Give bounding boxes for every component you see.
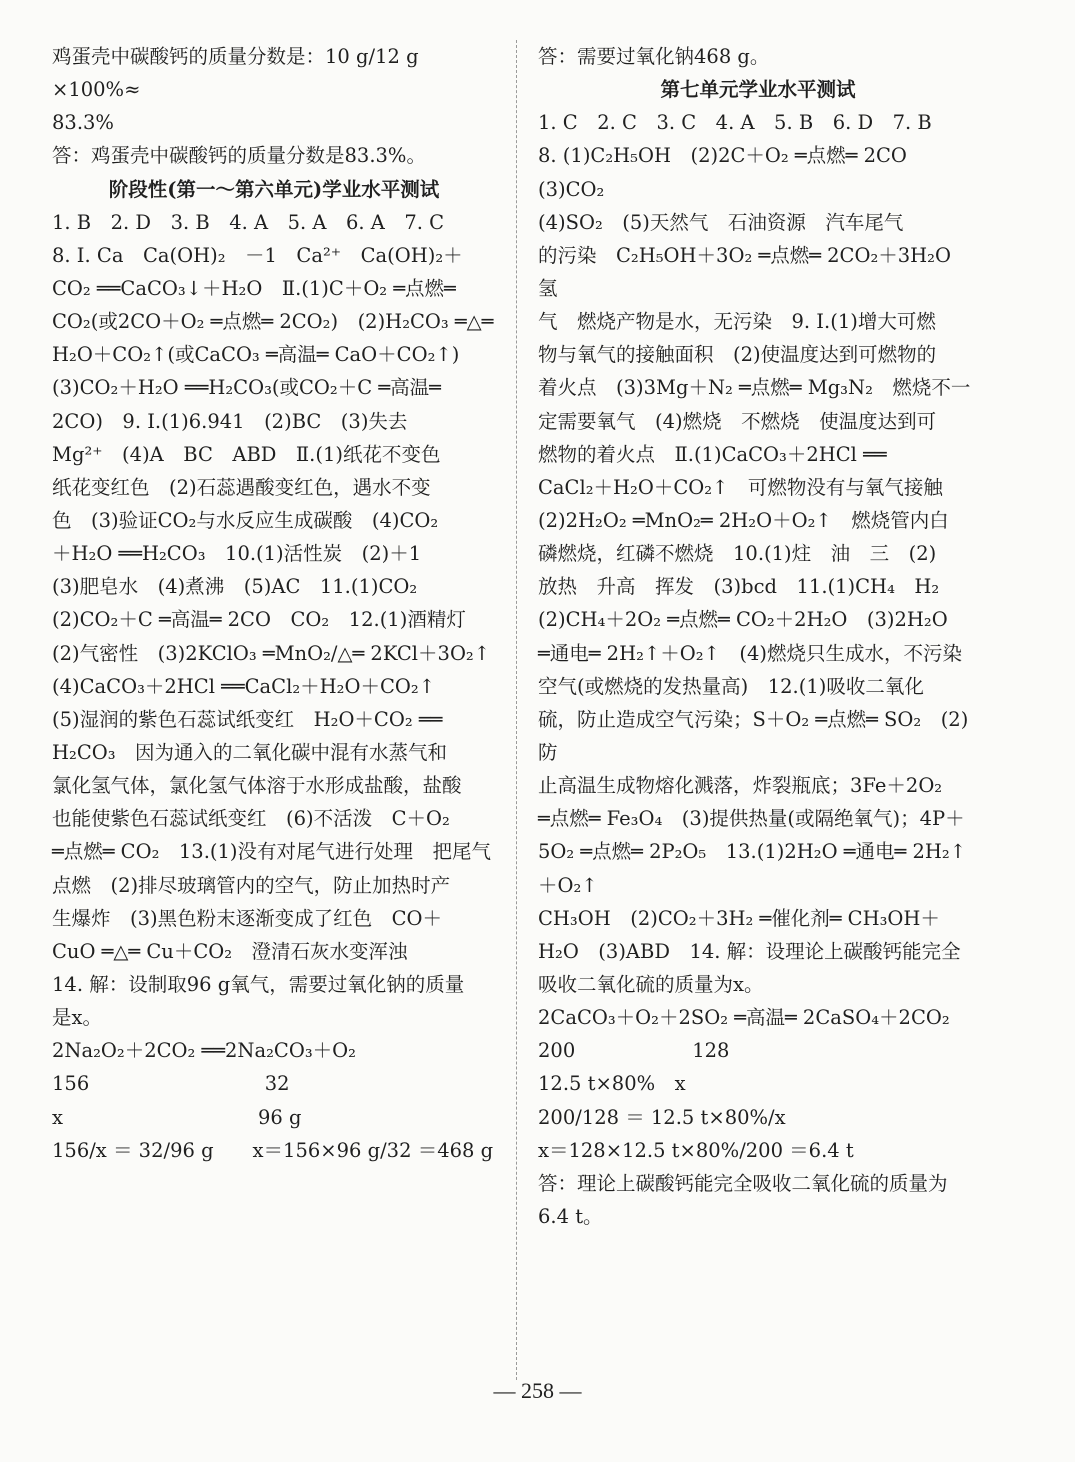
text-line: 物与氧气的接触面积 (2)使温度达到可燃物的	[538, 343, 937, 367]
text-line: 空气(或燃烧的发热量高) 12.(1)吸收二氧化	[538, 674, 924, 698]
text-line: (2)气密性 (3)2KClO₃ ═MnO₂/△═ 2KCl＋3O₂↑	[52, 641, 491, 665]
text-line: 1. B 2. D 3. B 4. A 5. A 6. A 7. C	[52, 210, 445, 234]
text-line: 156 32	[52, 1072, 290, 1096]
text-line: 12.5 t×80% x	[538, 1072, 686, 1096]
text-line: H₂O＋CO₂↑(或CaCO₃ ═高温═ CaO＋CO₂↑)	[52, 343, 460, 367]
text-line: 硫，防止造成空气污染；S＋O₂ ═点燃═ SO₂ (2)防	[538, 707, 969, 764]
text-line: 生爆炸 (3)黑色粉末逐渐变成了红色 CO＋	[52, 906, 443, 930]
text-line: 2Na₂O₂＋2CO₂ ══2Na₂CO₃＋O₂	[52, 1039, 356, 1063]
text-line: (4)SO₂ (5)天然气 石油资源 汽车尾气	[538, 210, 904, 234]
left-column	[52, 40, 496, 1167]
text-line: 6.4 t。	[538, 1204, 603, 1228]
text-line: 2CO) 9. Ⅰ.(1)6.941 (2)BC (3)失去	[52, 409, 408, 433]
text-line: 2CaCO₃＋O₂＋2SO₂ ═高温═ 2CaSO₄＋2CO₂	[538, 1006, 950, 1030]
text-line: H₂O (3)ABD 14. 解：设理论上碳酸钙能完全	[538, 939, 961, 963]
text-line: 放热 升高 挥发 (3)bcd 11.(1)CH₄ H₂	[538, 575, 940, 599]
text-line: (2)CH₄＋2O₂ ═点燃═ CO₂＋2H₂O (3)2H₂O	[538, 608, 948, 632]
text-line: 8. (1)C₂H₅OH (2)2C＋O₂ ═点燃═ 2CO (3)CO₂	[538, 144, 927, 201]
right-column	[538, 40, 978, 1233]
text-line: CO₂(或2CO＋O₂ ═点燃═ 2CO₂) (2)H₂CO₃ ═△═	[52, 310, 494, 334]
text-line: H₂CO₃ 因为通入的二氧化碳中混有水蒸气和	[52, 740, 448, 764]
text-line: 83.3%	[52, 111, 114, 135]
text-line: (2)CO₂＋C ═高温═ 2CO CO₂ 12.(1)酒精灯	[52, 608, 466, 632]
text-line: 200 128	[538, 1039, 730, 1063]
text-line: 156/x ＝ 32/96 g x＝156×96 g/32 ＝468 g	[52, 1138, 494, 1162]
text-line: 8. Ⅰ. Ca Ca(OH)₂ －1 Ca²⁺ Ca(OH)₂＋	[52, 243, 463, 267]
text-line: x 96 g	[52, 1105, 302, 1129]
text-line: ═点燃═ CO₂ 13.(1)没有对尾气进行处理 把尾气	[52, 840, 492, 864]
text-line: (3)CO₂＋H₂O ══H₂CO₃(或CO₂＋C ═高温═	[52, 376, 441, 400]
text-line: 答：需要过氧化钠468 g。	[538, 45, 770, 68]
page-number: — 258 —	[493, 1378, 582, 1403]
text-line: 鸡蛋壳中碳酸钙的质量分数是：10 g/12 g ×100%≈	[52, 45, 419, 102]
text-line: (2)2H₂O₂ ═MnO₂═ 2H₂O＋O₂↑ 燃烧管内白	[538, 508, 949, 532]
text-line: CO₂ ══CaCO₃↓＋H₂O Ⅱ.(1)C＋O₂ ═点燃═	[52, 276, 456, 300]
text-line: 是x。	[52, 1006, 102, 1030]
text-line: CaCl₂＋H₂O＋CO₂↑ 可燃物没有与氧气接触	[538, 475, 943, 499]
text-line: 也能使紫色石蕊试纸变红 (6)不活泼 C＋O₂	[52, 807, 450, 831]
text-line: 着火点 (3)3Mg＋N₂ ═点燃═ Mg₃N₂ 燃烧不一	[538, 376, 971, 400]
text-line: ＋H₂O ══H₂CO₃ 10.(1)活性炭 (2)＋1	[52, 542, 422, 566]
text-line: 5O₂ ═点燃═ 2P₂O₅ 13.(1)2H₂O ═通电═ 2H₂↑＋O₂↑	[538, 840, 967, 897]
section-heading: 阶段性(第一～第六单元)学业水平测试	[108, 177, 440, 201]
text-line: x＝128×12.5 t×80%/200 ＝6.4 t	[538, 1138, 854, 1162]
text-line: (4)CaCO₃＋2HCl ══CaCl₂＋H₂O＋CO₂↑	[52, 674, 436, 698]
text-line: CH₃OH (2)CO₂＋3H₂ ═催化剂═ CH₃OH＋	[538, 906, 940, 930]
text-line: 吸收二氧化硫的质量为x。	[538, 972, 764, 996]
text-line: 色 (3)验证CO₂与水反应生成碳酸 (4)CO₂	[52, 508, 439, 532]
text-line: 气 燃烧产物是水，无污染 9. Ⅰ.(1)增大可燃	[538, 310, 936, 334]
text-line: (3)肥皂水 (4)煮沸 (5)AC 11.(1)CO₂	[52, 575, 418, 599]
text-line: 止高温生成物熔化溅落，炸裂瓶底；3Fe＋2O₂	[538, 774, 943, 798]
text-line: 1. C 2. C 3. C 4. A 5. B 6. D 7. B	[538, 111, 932, 135]
text-line: CuO ═△═ Cu＋CO₂ 澄清石灰水变浑浊	[52, 939, 408, 963]
text-line: 14. 解：设制取96 g氧气，需要过氧化钠的质量	[52, 972, 465, 996]
column-divider	[516, 40, 517, 1380]
text-line: 磷燃烧，红磷不燃烧 10.(1)炷 油 三 (2)	[538, 542, 937, 566]
text-line: (5)湿润的紫色石蕊试纸变红 H₂O＋CO₂ ══	[52, 707, 443, 731]
text-line: 燃物的着火点 Ⅱ.(1)CaCO₃＋2HCl ══	[538, 442, 887, 466]
text-line: 的污染 C₂H₅OH＋3O₂ ═点燃═ 2CO₂＋3H₂O 氢	[538, 243, 971, 300]
text-line: 定需要氧气 (4)燃烧 不燃烧 使温度达到可	[538, 409, 937, 433]
section-heading: 第七单元学业水平测试	[660, 78, 856, 102]
text-line: Mg²⁺ (4)A BC ABD Ⅱ.(1)纸花不变色	[52, 442, 441, 466]
text-line: ═通电═ 2H₂↑＋O₂↑ (4)燃烧只生成水，不污染	[538, 641, 963, 665]
text-line: 纸花变红色 (2)石蕊遇酸变红色，遇水不变	[52, 475, 431, 499]
text-line: 200/128 ＝ 12.5 t×80%/x	[538, 1105, 786, 1129]
text-line: ═点燃═ Fe₃O₄ (3)提供热量(或隔绝氧气)；4P＋	[538, 807, 965, 831]
text-line: 答：鸡蛋壳中碳酸钙的质量分数是83.3%。	[52, 144, 426, 168]
text-line: 氯化氢气体，氯化氢气体溶于水形成盐酸，盐酸	[52, 774, 462, 798]
text-line: 答：理论上碳酸钙能完全吸收二氧化硫的质量为	[538, 1171, 948, 1195]
text-line: 点燃 (2)排尽玻璃管内的空气，防止加热时产	[52, 873, 451, 897]
